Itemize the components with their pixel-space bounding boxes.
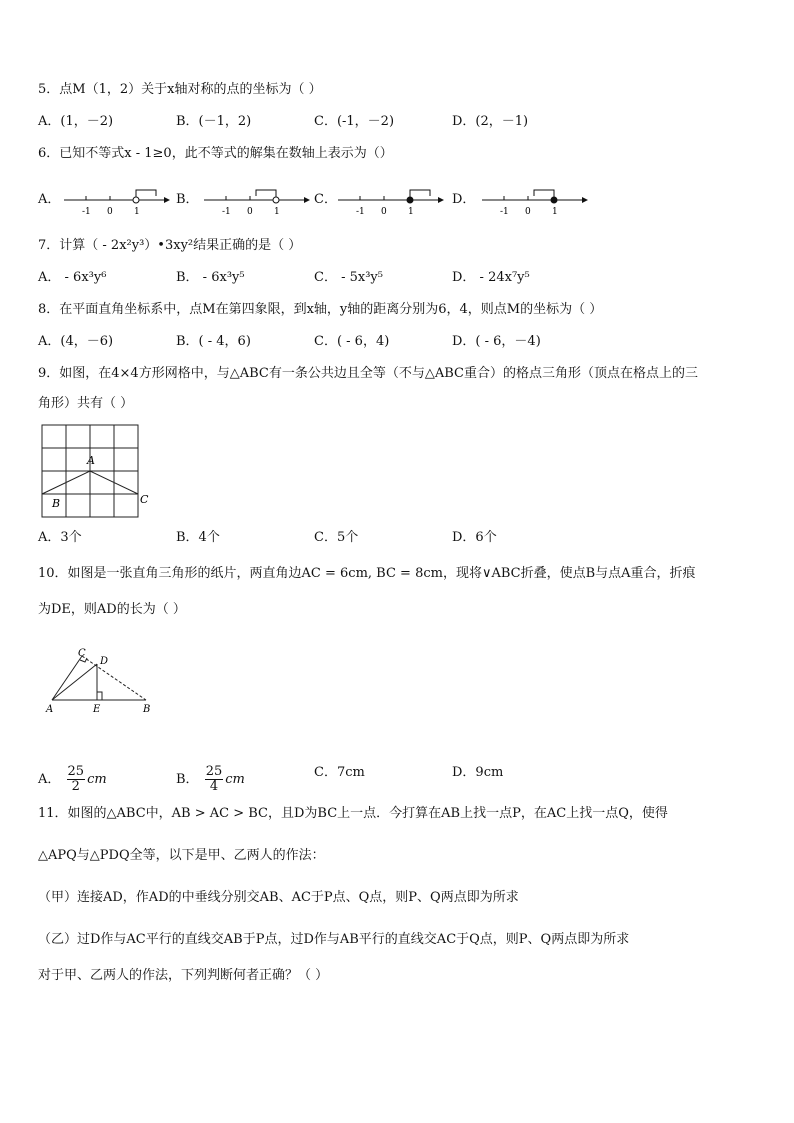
label-a: A: [87, 454, 95, 467]
q6-option-b-letter: B．: [176, 192, 199, 207]
q6-option-c-letter: C．: [314, 192, 337, 207]
q8-option-a: A．(4，－6): [38, 334, 114, 349]
q10-option-a-letter: A．: [38, 772, 61, 787]
q7-option-c: C． - 5x³y⁵: [314, 270, 383, 285]
number-line-a: [62, 184, 172, 218]
number-line-b: [202, 184, 312, 218]
tick-0: 0: [247, 207, 253, 217]
q9-stem-line2: 角形）共有（ ）: [38, 396, 134, 411]
q10-option-c: C．7cm: [314, 765, 365, 780]
tick-neg1: -1: [356, 207, 365, 217]
tick-neg1: -1: [222, 207, 231, 217]
tick-1: 1: [408, 207, 414, 217]
q11-stem-line1: 11．如图的△ABC中，AB > AC > BC，且D为BC上一点．今打算在AB上找一点P，在AC上找一点Q，使得: [38, 806, 668, 821]
q9-option-a: A．3个: [38, 530, 82, 545]
q8-option-b: B．( - 4，6): [176, 334, 251, 349]
tick-0: 0: [381, 207, 387, 217]
tick-1: 1: [134, 207, 140, 217]
q5-option-b: B．(－1，2): [176, 114, 252, 129]
q6-stem: 6．已知不等式x - 1≥0，此不等式的解集在数轴上表示为（）: [38, 146, 393, 161]
q11-stem-line2: △APQ与△PDQ全等，以下是甲、乙两人的作法：: [38, 848, 325, 863]
unit: cm: [225, 772, 245, 787]
q7-options: [38, 270, 758, 286]
q11-question: 对于甲、乙两人的作法，下列判断何者正确？（ ）: [38, 968, 329, 983]
q10-options: [38, 756, 758, 794]
number-line-c: [336, 184, 446, 218]
q6-option-a-letter: A．: [38, 192, 61, 207]
q10-option-b-letter: B．: [176, 772, 199, 787]
q10-option-b: [176, 765, 245, 794]
q8-option-c: C．( - 6，4): [314, 334, 390, 349]
q8-option-d: D．( - 6，－4): [452, 334, 541, 349]
q7-option-a: A． - 6x³y⁶: [38, 270, 107, 285]
q5-stem: 5．点M（1，2）关于x轴对称的点的坐标为（ ）: [38, 82, 322, 97]
unit: cm: [87, 772, 107, 787]
q8-options: [38, 334, 758, 350]
fraction-numerator: 25: [205, 764, 223, 779]
q11-method-jia: （甲）连接AD，作AD的中垂线分别交AB、AC于P点、Q点，则P、Q两点即为所求: [38, 890, 519, 905]
q5-option-a: A．(1，－2): [38, 114, 114, 129]
q8-stem: 8．在平面直角坐标系中，点M在第四象限，到x轴，y轴的距离分别为6，4，则点M的坐标为（ ）: [38, 302, 603, 317]
q10-option-d: D．9cm: [452, 765, 504, 780]
label-e: E: [93, 704, 101, 715]
q9-option-d: D．6个: [452, 530, 497, 545]
tick-0: 0: [525, 207, 531, 217]
label-c: C: [78, 648, 86, 659]
q7-option-b: B． - 6x³y⁵: [176, 270, 245, 285]
q9-option-b: B．4个: [176, 530, 220, 545]
label-b: B: [143, 704, 151, 715]
tick-1: 1: [274, 207, 280, 217]
q9-option-c: C．5个: [314, 530, 359, 545]
number-line-d: [480, 184, 590, 218]
q7-stem: 7．计算（ - 2x²y³）•3xy²结果正确的是（ ）: [38, 238, 302, 253]
q5-option-c: C．(-1，－2): [314, 114, 395, 129]
fraction-numerator: 25: [67, 764, 85, 779]
q6-option-d-letter: D．: [452, 192, 476, 207]
q7-option-d: D． - 24x⁷y⁵: [452, 270, 530, 285]
tick-neg1: -1: [82, 207, 91, 217]
label-d: D: [100, 656, 109, 667]
q10-stem-line2: 为DE，则AD的长为（ ）: [38, 602, 186, 617]
q9-grid-figure: [36, 420, 156, 520]
tick-0: 0: [107, 207, 113, 217]
q9-options: [38, 530, 758, 546]
q10-stem-line1: 10．如图是一张直角三角形的纸片，两直角边AC = 6cm, BC = 8cm，现将∨ABC折叠，使点B与点A重合，折痕: [38, 566, 696, 581]
q10-triangle-figure: [40, 646, 160, 716]
q11-method-yi: （乙）过D作与AC平行的直线交AB于P点，过D作与AB平行的直线交AC于Q点，则P、Q两点即为所求: [38, 932, 630, 947]
q5-option-d: D．(2，－1): [452, 114, 529, 129]
label-b: B: [52, 497, 61, 510]
tick-1: 1: [552, 207, 558, 217]
fraction-denominator: 4: [209, 779, 219, 794]
q9-stem-line1: 9．如图，在4×4方形网格中，与△ABC有一条公共边且全等（不与△ABC重合）的格点三角形（顶点在格点上的三: [38, 366, 698, 381]
label-c: C: [140, 493, 149, 506]
label-a: A: [46, 704, 54, 715]
q10-option-a: [38, 765, 107, 794]
fraction-denominator: 2: [71, 779, 80, 794]
tick-neg1: -1: [500, 207, 509, 217]
q10-option-b-fraction: [205, 765, 224, 794]
q5-options: [38, 114, 758, 130]
q10-option-a-fraction: [67, 765, 86, 794]
